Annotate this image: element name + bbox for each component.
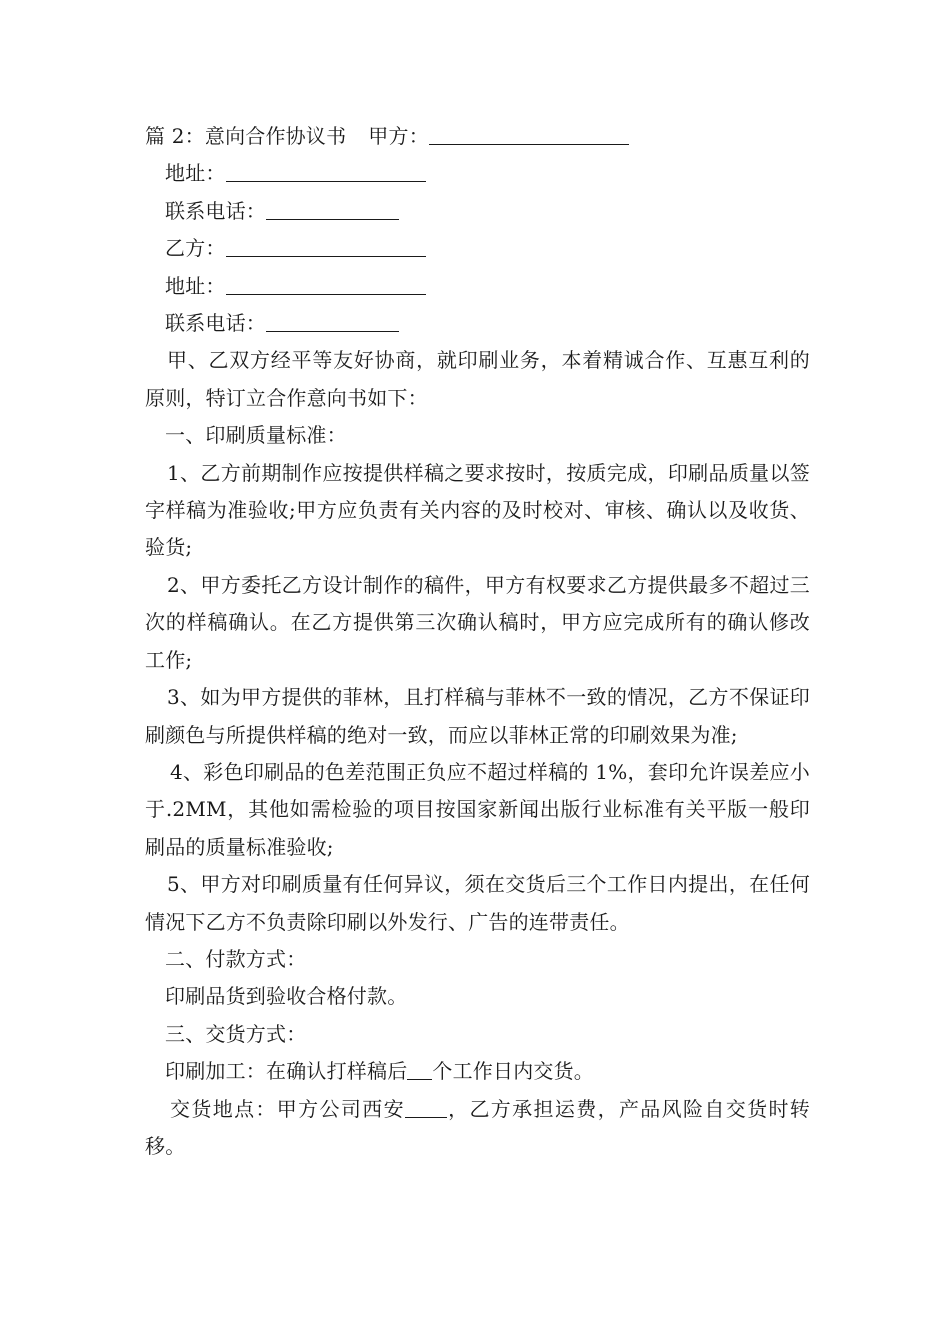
party-b-name-label: 乙方： — [165, 236, 226, 261]
party-b-phone-line — [145, 305, 810, 342]
location-text-after: ，乙方承担运费，产品风险自交货时转移。 — [145, 1096, 811, 1158]
document-heading — [145, 118, 810, 155]
location-text-before: 交货地点：甲方公司西安 — [170, 1096, 405, 1121]
quality-item-4: 4、彩色印刷品的色差范围正负应不超过样稿的 1%，套印允许误差应小于.2MM，其他如需检验的项目按国家新闻出版行业标准有关平版一般印刷品的质量标准验收; — [145, 759, 810, 859]
party-a-address-blank — [226, 159, 426, 182]
quality-item-1: 1、乙方前期制作应按提供样稿之要求按时，按质完成，印刷品质量以签字样稿为准验收;甲方应负责有关内容的及时校对、审核、确认以及收货、验货; — [145, 460, 810, 560]
payment-terms: 印刷品货到验收合格付款。 — [165, 984, 408, 1009]
section3-title: 三、交货方式： — [165, 1021, 307, 1046]
processing-days-blank — [407, 1057, 432, 1080]
party-b-address-blank — [226, 272, 426, 295]
section1-title: 一、印刷质量标准： — [165, 423, 347, 448]
section2-title: 二、付款方式： — [165, 946, 307, 971]
delivery-location-paragraph — [145, 1091, 810, 1166]
heading-title: 篇 2：意向合作协议书 — [145, 124, 347, 148]
processing-text-after: 个工作日内交货。 — [432, 1059, 595, 1084]
quality-item-2: 2、甲方委托乙方设计制作的稿件，甲方有权要求乙方提供最多不超过三次的样稿确认。在乙方提供第三次确认稿时，甲方应完成所有的确认修改工作; — [145, 572, 810, 672]
party-a-phone-blank — [266, 197, 399, 220]
party-a-phone-label: 联系电话： — [165, 198, 266, 223]
agreement-document — [145, 118, 810, 1165]
processing-text-before: 印刷加工：在确认打样稿后 — [165, 1059, 408, 1084]
party-b-phone-label: 联系电话： — [165, 311, 266, 336]
party-a-phone-line — [145, 193, 810, 230]
quality-item-3: 3、如为甲方提供的菲林，且打样稿与菲林不一致的情况，乙方不保证印刷颜色与所提供样稿的绝对一致，而应以菲林正常的印刷效果为准; — [145, 685, 810, 747]
party-b-address-label: 地址： — [165, 273, 226, 298]
delivery-processing-line — [145, 1053, 810, 1090]
party-a-address-line — [145, 155, 810, 192]
location-blank — [405, 1095, 447, 1118]
intro-paragraph: 甲、乙双方经平等友好协商，就印刷业务，本着精诚合作、互惠互利的原则，特订立合作意向书如下： — [145, 348, 810, 410]
party-b-phone-blank — [266, 309, 399, 332]
party-a-label: 甲方： — [368, 124, 429, 148]
party-a-name-blank — [429, 122, 629, 145]
quality-item-5: 5、甲方对印刷质量有任何异议，须在交货后三个工作日内提出，在任何情况下乙方不负责除印刷以外发行、广告的连带责任。 — [145, 872, 810, 934]
party-b-name-blank — [226, 234, 426, 257]
party-b-name-line — [145, 230, 810, 267]
party-b-address-line — [145, 268, 810, 305]
party-a-address-label: 地址： — [165, 161, 226, 186]
